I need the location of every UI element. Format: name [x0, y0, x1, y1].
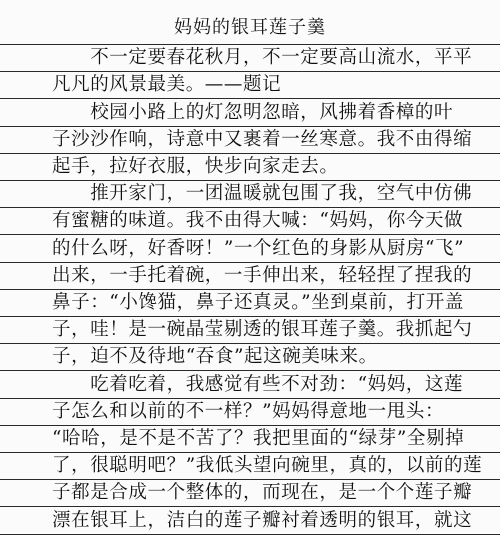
text-line: 不一定要春花秋月，不一定要高山流水，平平	[52, 47, 473, 69]
text-line: 的什么呀，好香呀！”一个红色的身影从厨房“飞”	[52, 237, 465, 259]
text-line: 出来，一手托着碗，一手伸出来，轻轻捏了捏我的	[52, 264, 473, 286]
text-line: 起手，拉好衣服，快步向家走去。	[52, 156, 339, 177]
text-line: 了，很聪明吧？”我低头望向碗里，真的，以前的莲	[52, 455, 483, 477]
text-line: “哈哈，是不是不苦了？我把里面的“绿芽”全剔掉	[52, 428, 465, 449]
text-line: 鼻子：“小馋猫，鼻子还真灵。”坐到桌前，打开盖	[52, 292, 464, 313]
text-line: 有蜜糖的味道。我不由得大喊：“妈妈，你今天做	[52, 210, 464, 232]
composition-title: 妈妈的银耳莲子羹	[174, 17, 326, 38]
text-line: 漂在银耳上，洁白的莲子瓣衬着透明的银耳，就这	[52, 509, 473, 531]
ruled-line	[0, 534, 500, 535]
text-line: 子沙沙作响，诗意中又裹着一丝寒意。我不由得缩	[52, 128, 473, 150]
text-line: 子，迫不及待地“吞食”起这碗美味来。	[52, 346, 378, 368]
text-line: 子怎么和以前的不一样？”妈妈得意地一甩头：	[52, 400, 445, 422]
text-line: 子，哇！是一碗晶莹剔透的银耳莲子羹。我抓起勺	[52, 319, 473, 341]
text-line: 校园小路上的灯忽明忽暗，风拂着香樟的叶	[52, 101, 454, 123]
text-line: 子都是合成一个整体的，而现在，是一个个莲子瓣	[52, 482, 473, 504]
text-line: 推开家门，一团温暖就包围了我，空气中仿佛	[52, 183, 473, 205]
text-line: 凡凡的风景最美。——题记	[52, 74, 282, 96]
text-line: 吃着吃着，我感觉有些不对劲：“妈妈，这莲	[52, 373, 464, 395]
